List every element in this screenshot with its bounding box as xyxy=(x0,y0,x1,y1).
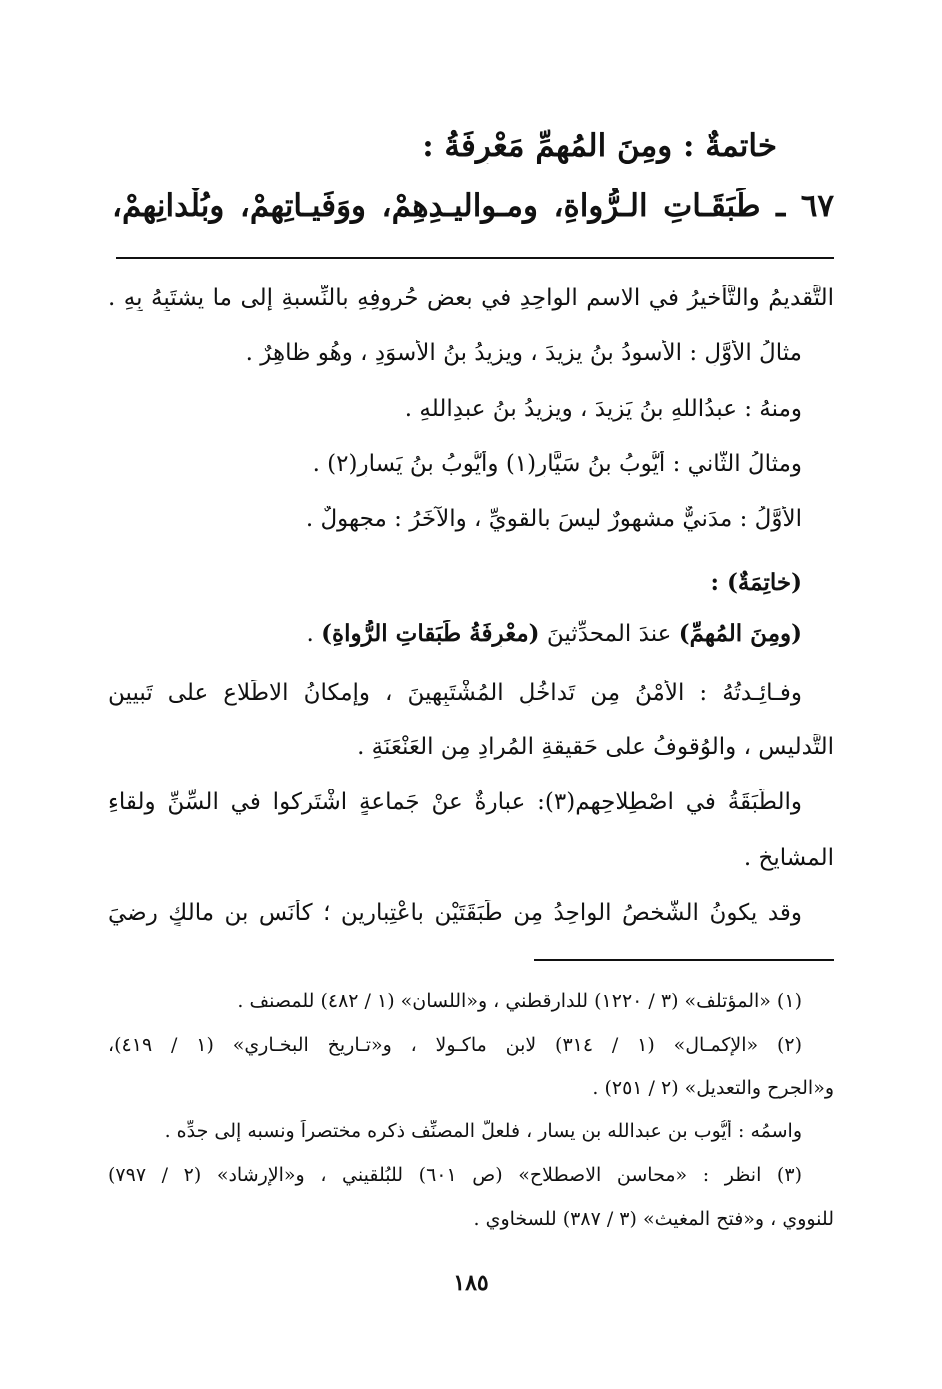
body-line-12: وقد يكونُ الشَّخصُ الواحِدُ مِن طَبَقَتَيْنِ باعْتِبارينِ ؛ كأَنَسِ بنِ مالكٍ رضيَ xyxy=(108,900,802,926)
body-line-5: الأَوَّلُ : مدَنيٌّ مشهورٌ ليسَ بالقويِّ ، والآخَرُ : مجهولٌ . xyxy=(305,506,802,532)
page-number: ١٨٥ xyxy=(453,1270,489,1296)
footnote-1: (١) «المؤتلف» (٣ / ١٢٢٠) للدارقطني ، و«اللسان» (١ / ٤٨٢) للمصنف . xyxy=(237,990,802,1012)
bold-phrase-2: (معْرِفَةُ طَبَقاتِ الرُّواةِ) xyxy=(321,620,540,647)
body-line-9: التَّدليسِ ، والوُقوفُ على حَقيقةِ المُرادِ مِن العَنْعَنَةِ . xyxy=(357,734,834,760)
footnote-2-line1: (٢) «الإكمـال» (١ / ٣١٤) لابن ماكـولا ، و«تـاريخ البخـاري» (١ / ٤١٩)، xyxy=(108,1034,802,1056)
footnote-2-line3: واسمُه : أيُّوب بن عبدالله بن يسار ، فلعلَّ المصنِّف ذكره مختصراً ونسبه إلى جدِّه . xyxy=(164,1120,802,1142)
body-line-10: والطَّبَقَةُ في اصْطِلاحِهِم(٣): عبارةٌ عنْ جَماعةٍ اشْتَركوا في السِّنِّ ولقاءِ xyxy=(108,789,802,815)
footnote-2-line2: و«الجرح والتعديل» (٢ / ٢٥١) . xyxy=(592,1077,834,1099)
bold-phrase-1: (ومِنَ المُهِمِّ) xyxy=(678,620,802,647)
body-line-7-mid: عندَ المحدِّثينَ xyxy=(539,621,679,647)
footnote-divider xyxy=(534,959,834,961)
body-line-11: المشايخِ . xyxy=(743,845,834,871)
body-line-6: (خاتِمَةٌ) : xyxy=(710,569,802,596)
footnote-3-line1: (٣) انظر : «محاسن الاصطلاح» (ص ٦٠١) للبُلقيني ، و«الإرشاد» (٢ / ٧٩٧) xyxy=(108,1164,802,1186)
body-line-2: مثالُ الأوَّلِ : الأسودُ بنُ يزيدَ ، ويزيدُ بنُ الأسوَدِ ، وهُو ظاهِرٌ . xyxy=(245,340,802,366)
body-line-8: وفـائِـدتُهُ : الأمْنُ مِن تَداخُلِ المُشْتَبِهينَ ، وإِمكانُ الاطِّلاعِ على تَبيينِ xyxy=(108,680,802,706)
body-line-1: التَّقديمُ والتَّأْخيرُ في الاسمِ الواحِدِ في بعضِ حُروفِهِ بالنِّسبةِ إلى ما يشتَبِهُ بِهِ . xyxy=(108,285,834,311)
body-line-7 xyxy=(108,620,802,647)
header-divider xyxy=(116,257,834,259)
chapter-heading-line2: ٦٧ ـ طَبَقَـاتِ الـرُّواةِ، ومـواليـدِهِمْ، ووَفَيـاتِهِمْ، وبُلْدانِهِمْ، xyxy=(112,188,834,224)
body-line-7-end: . xyxy=(306,621,322,647)
body-line-3: ومنهُ : عبدُاللهِ بنُ يَزيدَ ، ويزيدُ بنُ عبدِاللهِ . xyxy=(404,396,802,422)
body-line-4: ومثالُ الثَّاني : أَيُّوبُ بنُ سَيَّارٍ(١) وأَيُّوبُ بنُ يَسارٍ(٢) . xyxy=(312,451,802,477)
footnote-3-line2: للنووي ، و«فتح المغيث» (٣ / ٣٨٧) للسخاوي . xyxy=(473,1208,834,1230)
chapter-heading-line1: خاتمةٌ : ومِنَ المُهِمِّ مَعْرِفَةُ : xyxy=(422,128,777,164)
